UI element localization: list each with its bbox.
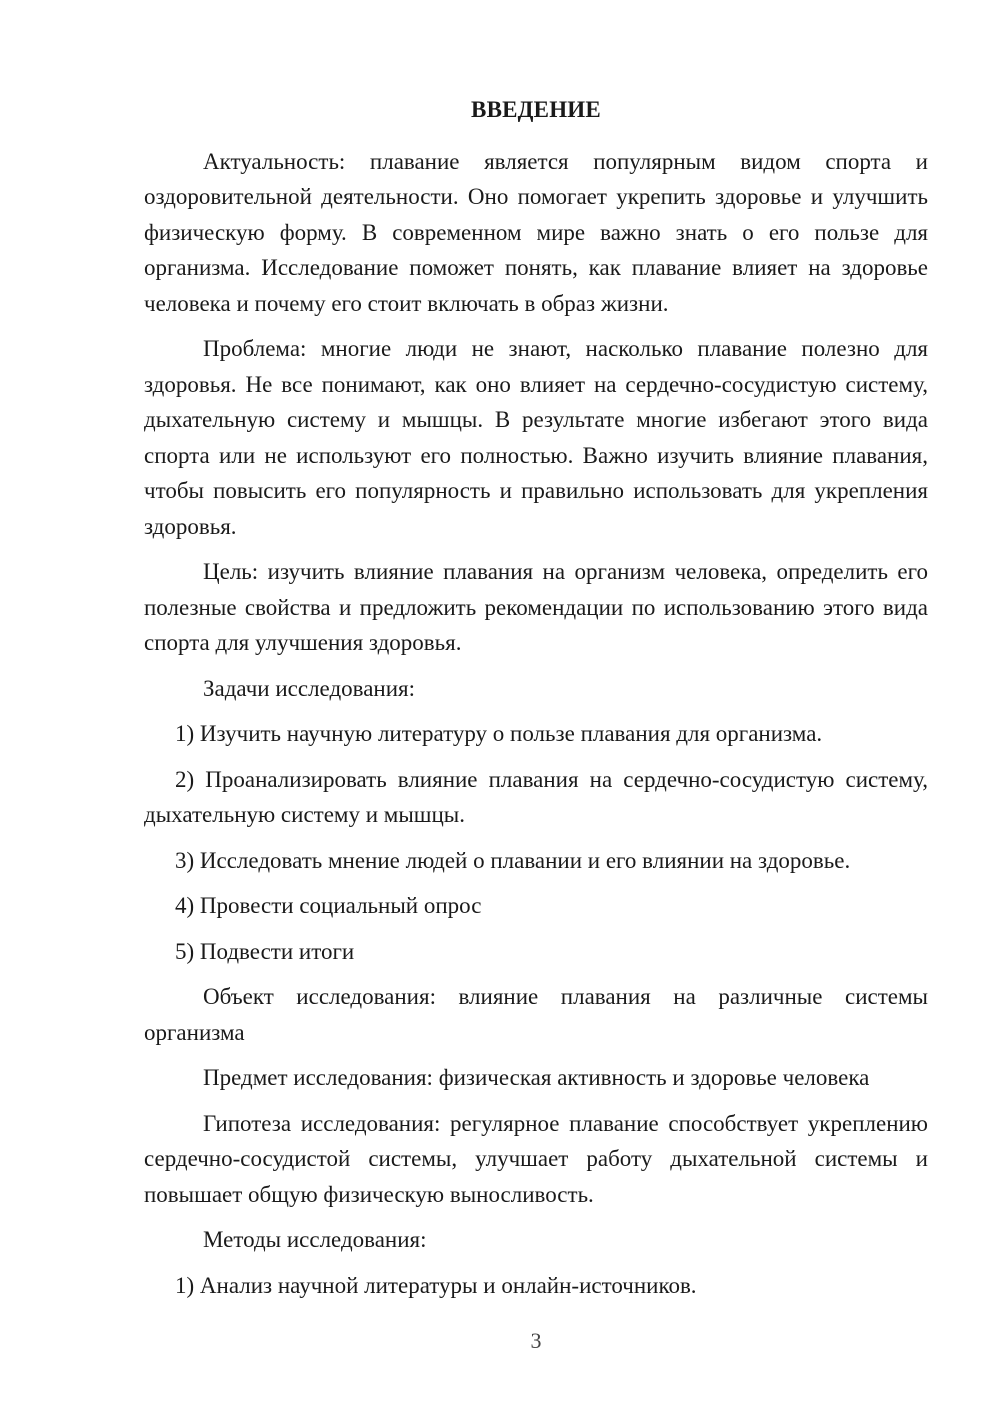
methods-heading: Методы исследования: [203,1227,427,1252]
actuality-paragraph: Актуальность: плавание является популярным видом спорта и оздоровительной деятельности. Оно помогает укрепить здоровье и улучшить физическую форму. В современном мире важно знать о его пользе для организма. Исследование поможет понять, как плавание влияет на здоровье человека и почему его стоит включать в образ жизни. [144,148,928,316]
task-item: 5) Подвести итоги [175,938,355,964]
document-body [144,92,928,1313]
section-title: ВВЕДЕНИЕ [471,97,601,122]
hypothesis-paragraph: Гипотеза исследования: регулярное плавание способствует укреплению сердечно-сосудистой системы, улучшает работу дыхательной системы и повышает общую физическую выносливость. [144,1110,928,1207]
task-item: 4) Провести социальный опрос [175,893,482,918]
task-item: 2) Проанализировать влияние плавания на сердечно-сосудистую систему, дыхательную систему и мышцы. [144,766,928,827]
subject-paragraph: Предмет исследования: физическая активность и здоровье человека [203,1065,870,1090]
object-paragraph: Объект исследования: влияние плавания на различные системы организма [144,984,928,1045]
method-item: 1) Анализ научной литературы и онлайн-источников. [175,1272,697,1298]
tasks-heading: Задачи исследования: [203,675,416,701]
problem-paragraph: Проблема: многие люди не знают, насколько плавание полезно для здоровья. Не все понимают, как оно влияет на сердечно-сосудистую систему, дыхательную систему и мышцы. В результате многие избегают этого вида спорта или не используют его полностью. Важно изучить влияние плавания, чтобы повысить его популярность и правильно использовать для укрепления здоровья. [144,336,928,539]
page-number: 3 [530,1328,542,1353]
goal-paragraph: Цель: изучить влияние плавания на организм человека, определить его полезные свойства и предложить рекомендации по использованию этого вида спорта для улучшения здоровья. [144,559,928,655]
task-item: 3) Исследовать мнение людей о плавании и его влиянии на здоровье. [175,847,851,873]
task-item: 1) Изучить научную литературу о пользе плавания для организма. [175,721,823,746]
